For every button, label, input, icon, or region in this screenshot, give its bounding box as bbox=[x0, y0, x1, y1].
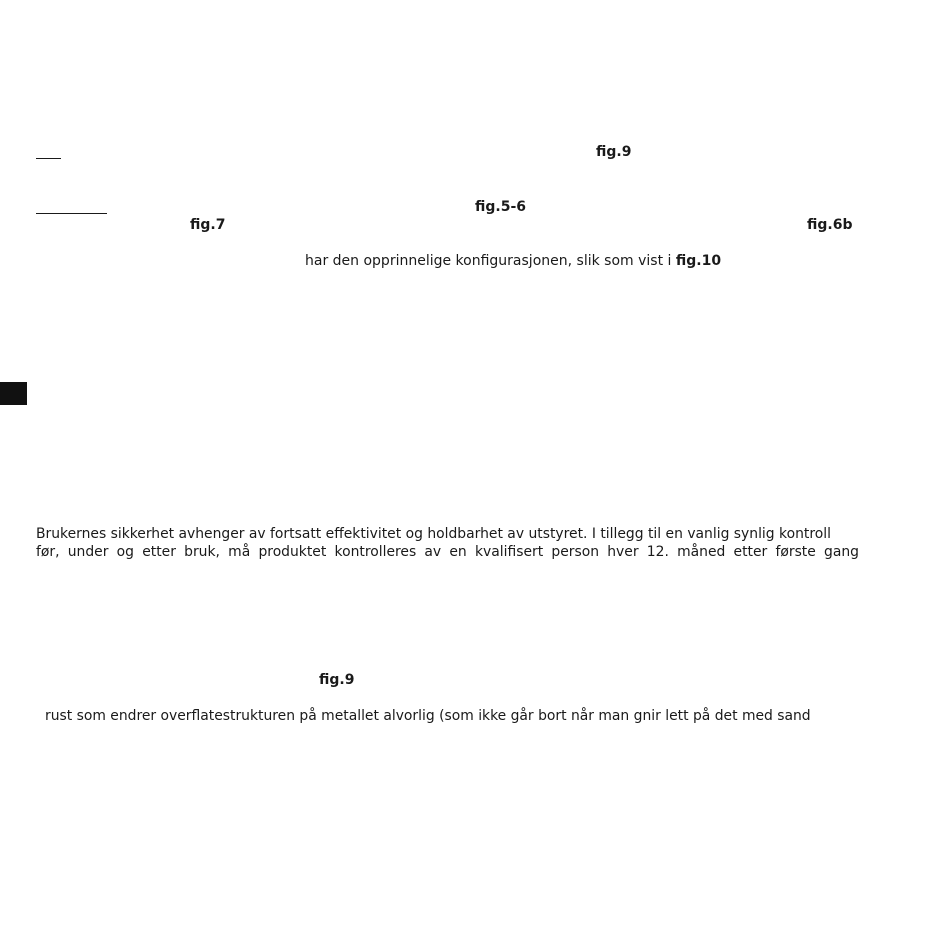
configuration-text: har den opprinnelige konfigurasjonen, slik som vist i bbox=[305, 253, 676, 269]
paragraph-line-2: før, under og etter bruk, må produktet kontrolleres av en kvalifisert person hver 12. måned etter første gang bbox=[36, 544, 859, 560]
fig9-bottom-label: fig.9 bbox=[319, 672, 355, 688]
fig10-reference: fig.10 bbox=[675, 253, 722, 269]
section-tab-marker bbox=[0, 382, 27, 405]
fig5-6-label: fig.5-6 bbox=[475, 199, 527, 215]
paragraph-line-1: Brukernes sikkerhet avhenger av fortsatt effektivitet og holdbarhet av utstyret. I tillegg til en vanlig synlig kontroll bbox=[36, 526, 831, 542]
fig7-label: fig.7 bbox=[190, 217, 226, 233]
short-rule bbox=[36, 158, 61, 159]
fig6b-label: fig.6b bbox=[807, 217, 853, 233]
rust-line: rust som endrer overflatestrukturen på metallet alvorlig (som ikke går bort når man gnir lett på det med sand bbox=[45, 708, 811, 724]
configuration-sentence bbox=[305, 252, 721, 270]
fig9-top-label: fig.9 bbox=[596, 144, 632, 160]
long-rule bbox=[36, 213, 107, 214]
